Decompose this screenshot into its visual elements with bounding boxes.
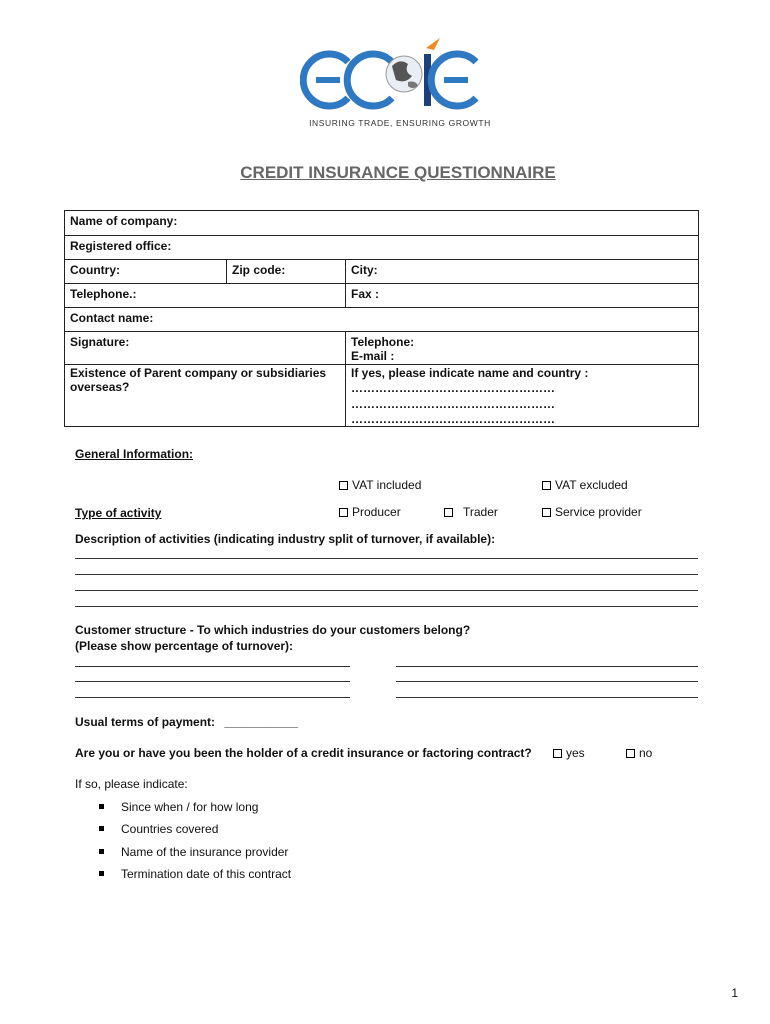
customer-line-right-2[interactable] <box>396 681 698 682</box>
registered-office-field[interactable]: Registered office: <box>70 239 172 253</box>
customer-line-left-1[interactable] <box>75 666 350 667</box>
checkbox-icon <box>339 481 348 490</box>
signature-field[interactable]: Signature: <box>70 335 130 349</box>
logo-letter-c <box>347 54 392 106</box>
general-info-heading: General Information: <box>75 447 194 461</box>
description-line-4[interactable] <box>75 606 698 607</box>
city-field[interactable]: City: <box>351 263 378 277</box>
email-field[interactable]: E-mail : <box>351 349 395 363</box>
usual-terms-blank[interactable]: ___________ <box>224 715 298 729</box>
vat-excluded-checkbox[interactable] <box>542 478 628 492</box>
telephone2-field[interactable]: Telephone: <box>351 335 415 349</box>
yes-checkbox[interactable] <box>553 746 585 760</box>
if-so-label: If so, please indicate: <box>75 777 188 791</box>
trader-checkbox[interactable] <box>444 505 498 519</box>
vat-excluded-label: VAT excluded <box>555 478 628 492</box>
list-item: Since when / for how long <box>121 800 258 814</box>
customer-structure-label: Customer structure - To which industries do your customers belong? <box>75 623 471 637</box>
description-line-2[interactable] <box>75 574 698 575</box>
list-item: Countries covered <box>121 822 218 836</box>
if-yes-label: If yes, please indicate name and country : <box>351 366 589 380</box>
checkbox-icon <box>444 508 453 517</box>
vat-included-label: VAT included <box>352 478 422 492</box>
logo-text: ECIE <box>300 34 303 35</box>
telephone-field[interactable]: Telephone.: <box>70 287 137 301</box>
logo-arrow <box>426 38 440 50</box>
zip-code-field[interactable]: Zip code: <box>232 263 286 277</box>
yes-label: yes <box>566 746 585 760</box>
producer-checkbox[interactable] <box>339 505 401 519</box>
vat-included-checkbox[interactable] <box>339 478 421 492</box>
customer-line-right-1[interactable] <box>396 666 698 667</box>
name-of-company-field[interactable]: Name of company: <box>70 214 178 228</box>
dots-line-1[interactable]: …………………………………………… <box>351 381 555 395</box>
dots-line-2[interactable]: …………………………………………… <box>351 397 555 411</box>
service-provider-label: Service provider <box>555 505 642 519</box>
customer-percent-label: (Please show percentage of turnover): <box>75 639 294 653</box>
producer-label: Producer <box>352 505 401 519</box>
fax-field[interactable]: Fax : <box>351 287 380 301</box>
contact-name-field[interactable]: Contact name: <box>70 311 154 325</box>
no-label: no <box>639 746 653 760</box>
logo-tagline: INSURING TRADE, ENSURING GROWTH <box>309 118 491 128</box>
usual-terms-text: Usual terms of payment: <box>75 715 216 729</box>
customer-line-left-2[interactable] <box>75 681 350 682</box>
country-field[interactable]: Country: <box>70 263 120 277</box>
description-line-3[interactable] <box>75 590 698 591</box>
parent-company-field[interactable]: Existence of Parent company or subsidiaries overseas? <box>70 366 327 394</box>
list-item: Termination date of this contract <box>121 867 291 881</box>
list-item: Name of the insurance provider <box>121 845 288 859</box>
description-line-1[interactable] <box>75 558 698 559</box>
page-title: CREDIT INSURANCE QUESTIONNAIRE <box>240 163 556 182</box>
holder-question: Are you or have you been the holder of a credit insurance or factoring contract? <box>75 746 532 760</box>
checkbox-icon <box>553 749 562 758</box>
dots-line-3[interactable]: …………………………………………… <box>351 412 555 426</box>
no-checkbox[interactable] <box>626 746 652 760</box>
usual-terms-label <box>75 715 298 729</box>
customer-line-right-3[interactable] <box>396 697 698 698</box>
checkbox-icon <box>626 749 635 758</box>
checkbox-icon <box>339 508 348 517</box>
service-provider-checkbox[interactable] <box>542 505 642 519</box>
description-label: Description of activities (indicating industry split of turnover, if available): <box>75 532 496 546</box>
checkbox-icon <box>542 481 551 490</box>
trader-label: Trader <box>463 505 498 519</box>
customer-line-left-3[interactable] <box>75 697 350 698</box>
page-number: 1 <box>731 986 738 1000</box>
checkbox-icon <box>542 508 551 517</box>
type-of-activity-label: Type of activity <box>75 506 162 520</box>
